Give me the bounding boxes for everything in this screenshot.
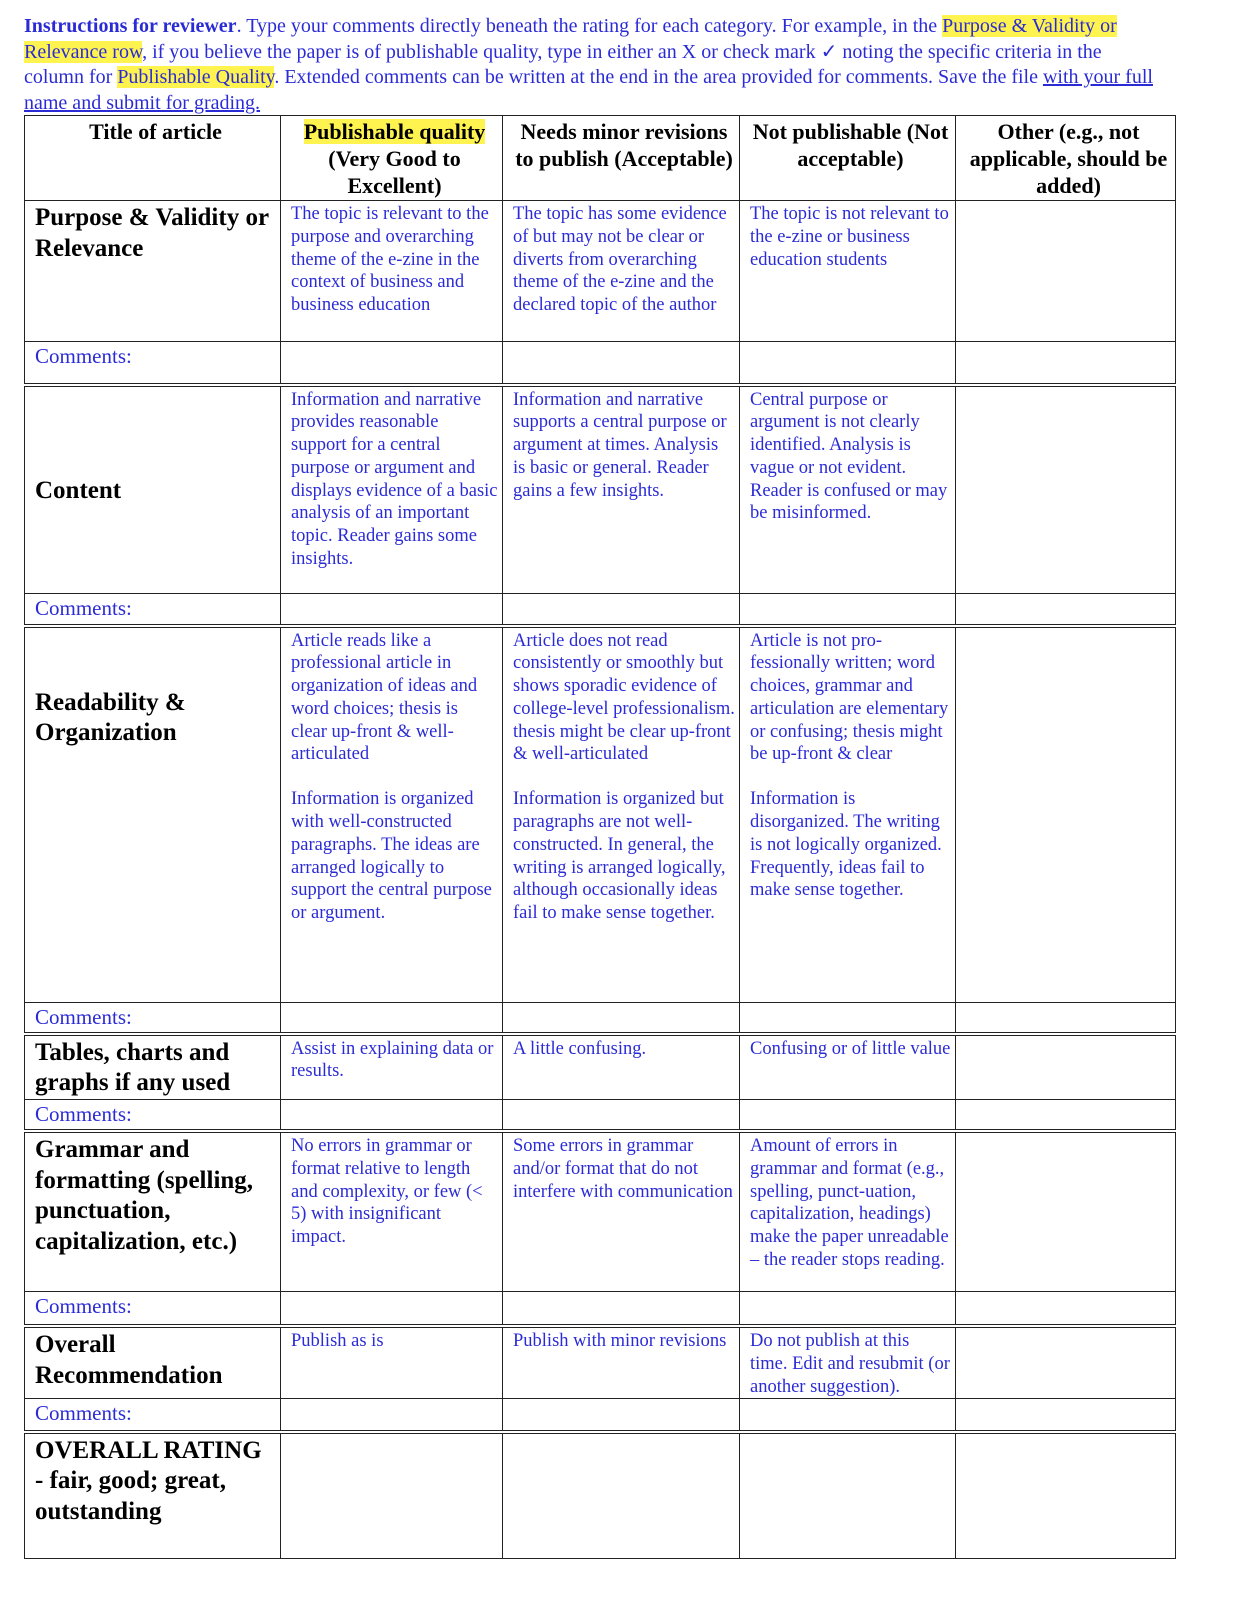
readability-comment-other[interactable] — [956, 1003, 1176, 1034]
purpose-comment-publishable[interactable] — [281, 342, 503, 385]
readability-minor-a: Article does not read consistently or smoothly but shows sporadic evidence of college-level professionalism. thesis might be clear up-front & well-articulated — [513, 630, 735, 765]
content-comment-minor[interactable] — [503, 594, 740, 626]
readability-comments-row — [25, 1003, 1176, 1034]
grammar-other-cell[interactable] — [956, 1131, 1176, 1291]
tables-comment-minor[interactable] — [503, 1099, 740, 1131]
rating-minor-cell[interactable] — [503, 1432, 740, 1559]
content-comment-publishable[interactable] — [281, 594, 503, 626]
readability-not-b: Information is disorganized. The writing is not logically organized. Frequently, ideas fail to make sense together. — [750, 789, 942, 901]
readability-publishable-a: Article reads like a professional article in organization of ideas and word choices; thesis is clear up-front & well-articulated — [291, 630, 478, 765]
readability-publishable-b: Information is organized with well-constructed paragraphs. The ideas are arranged logically to support the central purpose or argument. — [291, 789, 492, 924]
purpose-publishable-cell[interactable]: The topic is relevant to the purpose and overarching theme of the e-zine in the context of business and business education — [281, 201, 503, 342]
instructions-highlight-column: Publishable Quality — [117, 66, 275, 88]
overall-comment-not[interactable] — [740, 1399, 956, 1432]
grammar-comment-not[interactable] — [740, 1291, 956, 1326]
grammar-comment-other[interactable] — [956, 1291, 1176, 1326]
overall-publishable-cell[interactable]: Publish as is — [281, 1326, 503, 1399]
grammar-minor-cell[interactable]: Some errors in grammar and/or format that do not interfere with communication — [503, 1131, 740, 1291]
grammar-publishable-cell[interactable]: No errors in grammar or format relative to length and complexity, or few (< 5) with insignificant impact. — [281, 1131, 503, 1291]
tables-comment-not[interactable] — [740, 1099, 956, 1131]
overall-category: Overall Recommendation — [25, 1326, 281, 1399]
header-row — [25, 116, 1176, 201]
purpose-minor-cell[interactable]: The topic has some evidence of but may not be clear or diverts from overarching theme of the e-zine and the declared topic of the author — [503, 201, 740, 342]
tables-row — [25, 1034, 1176, 1100]
content-row — [25, 385, 1176, 594]
overall-not-cell[interactable]: Do not publish at this time. Edit and resubmit (or another suggestion). — [740, 1326, 956, 1399]
content-other-cell[interactable] — [956, 385, 1176, 594]
overall-minor-cell[interactable]: Publish with minor revisions — [503, 1326, 740, 1399]
readability-comment-minor[interactable] — [503, 1003, 740, 1034]
instructions-text-1: . Type your comments directly beneath the rating for each category. For example, in the — [236, 15, 943, 37]
grammar-comments-row — [25, 1291, 1176, 1326]
purpose-comments-row — [25, 342, 1176, 385]
content-category: Content — [25, 385, 281, 594]
readability-comment-not[interactable] — [740, 1003, 956, 1034]
header-other: Other (e.g., not applicable, should be added) — [956, 116, 1176, 201]
instructions-text-3: . Extended comments can be written at the end in the area provided for comments. Save the file — [274, 66, 1043, 88]
tables-comment-other[interactable] — [956, 1099, 1176, 1131]
purpose-comment-not[interactable] — [740, 342, 956, 385]
content-minor-cell[interactable]: Information and narrative supports a central purpose or argument at times. Analysis is basic or general. Reader gains a few insights. — [503, 385, 740, 594]
overall-comment-publishable[interactable] — [281, 1399, 503, 1432]
purpose-comment-minor[interactable] — [503, 342, 740, 385]
rating-not-cell[interactable] — [740, 1432, 956, 1559]
header-publishable-title: Publishable quality — [303, 119, 486, 144]
tables-comments-row — [25, 1099, 1176, 1131]
tables-other-cell[interactable] — [956, 1034, 1176, 1100]
readability-publishable-cell[interactable] — [281, 626, 503, 1003]
tables-comments-label: Comments: — [25, 1099, 281, 1131]
header-publishable-quality — [281, 116, 503, 201]
tables-minor-cell[interactable]: A little confusing. — [503, 1034, 740, 1100]
instructions-highlight-row: Purpose & Validity or Relevance row — [24, 15, 1117, 63]
rating-publishable-cell[interactable] — [281, 1432, 503, 1559]
purpose-other-cell[interactable] — [956, 201, 1176, 342]
review-rubric-table — [24, 115, 1176, 1559]
readability-comment-publishable[interactable] — [281, 1003, 503, 1034]
overall-row — [25, 1326, 1176, 1399]
rating-row — [25, 1432, 1176, 1559]
grammar-comment-minor[interactable] — [503, 1291, 740, 1326]
rating-category: OVERALL RATING - fair, good; great, outstanding — [25, 1432, 281, 1559]
purpose-comments-label: Comments: — [25, 342, 281, 385]
readability-minor-cell[interactable] — [503, 626, 740, 1003]
purpose-not-cell[interactable]: The topic is not relevant to the e-zine or business education students — [740, 201, 956, 342]
header-publishable-sub: (Very Good to Excellent) — [328, 146, 461, 198]
readability-not-cell[interactable] — [740, 626, 956, 1003]
header-needs-minor-revisions: Needs minor revisions to publish (Acceptable) — [503, 116, 740, 201]
grammar-category: Grammar and formatting (spelling, punctuation, capitalization, etc.) — [25, 1131, 281, 1291]
purpose-row — [25, 201, 1176, 342]
overall-comments-label: Comments: — [25, 1399, 281, 1432]
content-not-cell[interactable]: Central purpose or argument is not clearly identified. Analysis is vague or not evident. Reader is confused or may be misinformed. — [740, 385, 956, 594]
content-publishable-cell[interactable]: Information and narrative provides reasonable support for a central purpose or argument and displays evidence of a basic analysis of an important topic. Reader gains some insights. — [281, 385, 503, 594]
readability-minor-b: Information is organized but paragraphs are not well-constructed. In general, the writing is arranged logically, although occasionally ideas fail to make sense together. — [513, 789, 726, 924]
overall-comment-other[interactable] — [956, 1399, 1176, 1432]
grammar-comment-publishable[interactable] — [281, 1291, 503, 1326]
grammar-row — [25, 1131, 1176, 1291]
instructions-lead: Instructions for reviewer — [24, 15, 237, 37]
content-comments-row — [25, 594, 1176, 626]
grammar-not-cell[interactable]: Amount of errors in grammar and format (e.g., spelling, punct-uation, capitalization, headings) make the paper unreadable – the reader stops reading. — [740, 1131, 956, 1291]
readability-comments-label: Comments: — [25, 1003, 281, 1034]
tables-comment-publishable[interactable] — [281, 1099, 503, 1131]
instructions-underlined: with your full name and submit for grading. — [24, 66, 1153, 114]
overall-comment-minor[interactable] — [503, 1399, 740, 1432]
tables-publishable-cell[interactable]: Assist in explaining data or results. — [281, 1034, 503, 1100]
header-not-publishable: Not publishable (Not acceptable) — [740, 116, 956, 201]
instructions-text-2: , if you believe the paper is of publishable quality, type in either an X or check mark ✓ noting the specific criteria in the column for — [24, 40, 1102, 88]
purpose-category: Purpose & Validity or Relevance — [25, 201, 281, 342]
rating-other-cell[interactable] — [956, 1432, 1176, 1559]
grammar-comments-label: Comments: — [25, 1291, 281, 1326]
overall-comments-row — [25, 1399, 1176, 1432]
readability-row — [25, 626, 1176, 1003]
readability-category: Readability & Organization — [25, 626, 281, 1003]
readability-other-cell[interactable] — [956, 626, 1176, 1003]
content-comment-other[interactable] — [956, 594, 1176, 626]
tables-category: Tables, charts and graphs if any used — [25, 1034, 281, 1100]
header-title-of-article[interactable]: Title of article — [25, 116, 281, 201]
purpose-comment-other[interactable] — [956, 342, 1176, 385]
content-comment-not[interactable] — [740, 594, 956, 626]
reviewer-instructions — [24, 14, 1164, 116]
content-comments-label: Comments: — [25, 594, 281, 626]
tables-not-cell[interactable]: Confusing or of little value — [740, 1034, 956, 1100]
readability-not-a: Article is not pro-fessionally written; word choices, grammar and articulation are elementary or confusing; thesis might be up-front & clear — [750, 630, 949, 765]
overall-other-cell[interactable] — [956, 1326, 1176, 1399]
